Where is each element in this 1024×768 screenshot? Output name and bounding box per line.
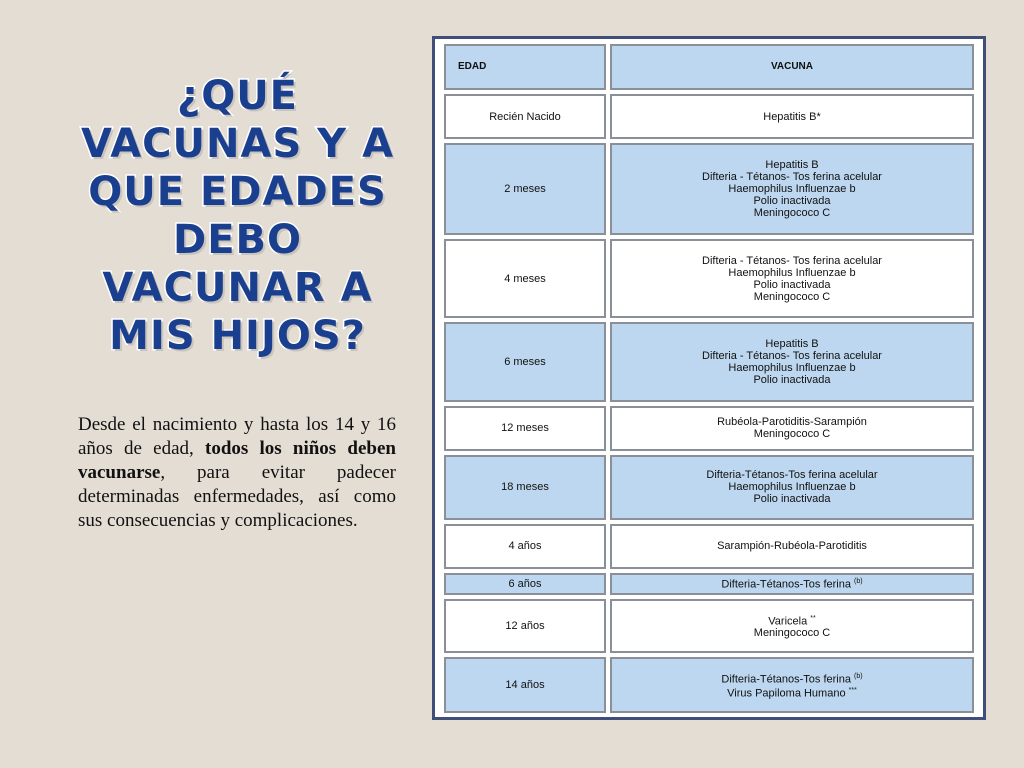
vaccine-line: Haemophilus Influenzae b bbox=[728, 362, 856, 375]
table-row bbox=[444, 524, 974, 569]
age-cell: 6 meses bbox=[444, 322, 606, 402]
footnote-mark: ** bbox=[810, 614, 816, 622]
age-cell: 14 años bbox=[444, 657, 606, 713]
vaccine-line: Difteria-Tétanos-Tos ferina acelular bbox=[706, 469, 878, 482]
vaccine-cell bbox=[610, 599, 974, 654]
vaccine-text: Varicela bbox=[768, 615, 808, 628]
table-row bbox=[444, 94, 974, 140]
age-cell: 4 meses bbox=[444, 239, 606, 319]
vaccine-line: Meningococo C bbox=[753, 428, 831, 441]
vaccine-cell bbox=[610, 455, 974, 521]
vaccine-text: Difteria-Tétanos-Tos ferina bbox=[721, 579, 851, 592]
vaccine-text: Virus Papiloma Humano bbox=[727, 687, 846, 700]
vaccine-line bbox=[721, 576, 862, 591]
vaccine-line: Haemophilus Influenzae b bbox=[728, 481, 856, 494]
intro-paragraph bbox=[78, 413, 396, 533]
vaccine-line: Polio inactivada bbox=[753, 278, 831, 291]
footnote-mark: (b) bbox=[854, 578, 863, 586]
vaccine-line: Meningococo C bbox=[753, 627, 831, 640]
vaccine-line: Hepatitis B bbox=[765, 338, 819, 351]
vaccine-line: Sarampión-Rubéola-Parotiditis bbox=[717, 540, 867, 553]
vaccine-cell bbox=[610, 143, 974, 234]
age-cell: 18 meses bbox=[444, 455, 606, 521]
age-cell: Recién Nacido bbox=[444, 94, 606, 140]
vaccine-line bbox=[727, 685, 857, 700]
table-row bbox=[444, 599, 974, 654]
vaccination-table bbox=[432, 36, 986, 720]
table-row bbox=[444, 657, 974, 713]
age-cell: 4 años bbox=[444, 524, 606, 569]
vaccine-line: Meningococo C bbox=[753, 290, 831, 303]
vaccine-line: Polio inactivada bbox=[753, 374, 831, 387]
vaccine-line bbox=[768, 613, 815, 628]
vaccine-cell bbox=[610, 322, 974, 402]
vaccine-line: Difteria - Tétanos- Tos ferina acelular bbox=[702, 254, 882, 267]
vaccine-line: Haemophilus Influenzae b bbox=[728, 266, 856, 279]
vaccine-cell bbox=[610, 524, 974, 569]
age-cell: 6 años bbox=[444, 573, 606, 595]
vaccine-line: Hepatitis B bbox=[765, 159, 819, 172]
vaccine-line: Polio inactivada bbox=[753, 195, 831, 208]
vaccine-line: Meningococo C bbox=[753, 207, 831, 220]
vaccine-line: Haemophilus Influenzae b bbox=[728, 183, 856, 196]
header-age: EDAD bbox=[444, 44, 606, 90]
vaccine-line bbox=[721, 671, 862, 686]
vaccine-cell bbox=[610, 573, 974, 595]
footnote-mark: (b) bbox=[854, 672, 863, 680]
table-row bbox=[444, 406, 974, 451]
intro-text-start: Desde el nacimiento y hasta los 14 y 16 años de edad, bbox=[78, 414, 396, 459]
vaccine-cell bbox=[610, 657, 974, 713]
vaccine-line: Rubéola-Parotiditis-Sarampión bbox=[717, 416, 867, 429]
table-header-row bbox=[444, 44, 974, 90]
intro-text-end: , para evitar padecer determinadas enfermedades, así como sus consecuencias y complicaciones. bbox=[78, 462, 396, 531]
footnote-mark: *** bbox=[848, 687, 857, 695]
vaccine-line: Polio inactivada bbox=[753, 493, 831, 506]
table-row bbox=[444, 573, 974, 595]
vaccine-text: Difteria-Tétanos-Tos ferina bbox=[721, 673, 851, 686]
vaccine-cell bbox=[610, 239, 974, 319]
header-vaccine: VACUNA bbox=[610, 44, 974, 90]
table-row bbox=[444, 239, 974, 319]
table-row bbox=[444, 455, 974, 521]
page-title: ¿QUÉ VACUNAS Y A QUE EDADES DEBO VACUNAR A MIS HIJOS? bbox=[80, 73, 395, 359]
table-row bbox=[444, 322, 974, 402]
vaccine-line: Hepatitis B* bbox=[763, 110, 821, 123]
intro-text-bold: todos los niños deben vacunarse bbox=[78, 438, 396, 483]
age-cell: 2 meses bbox=[444, 143, 606, 234]
age-cell: 12 años bbox=[444, 599, 606, 654]
vaccine-line: Difteria - Tétanos- Tos ferina acelular bbox=[702, 171, 882, 184]
vaccine-cell bbox=[610, 406, 974, 451]
vaccine-line: Difteria - Tétanos- Tos ferina acelular bbox=[702, 350, 882, 363]
age-cell: 12 meses bbox=[444, 406, 606, 451]
table-row bbox=[444, 143, 974, 234]
vaccine-cell bbox=[610, 94, 974, 140]
